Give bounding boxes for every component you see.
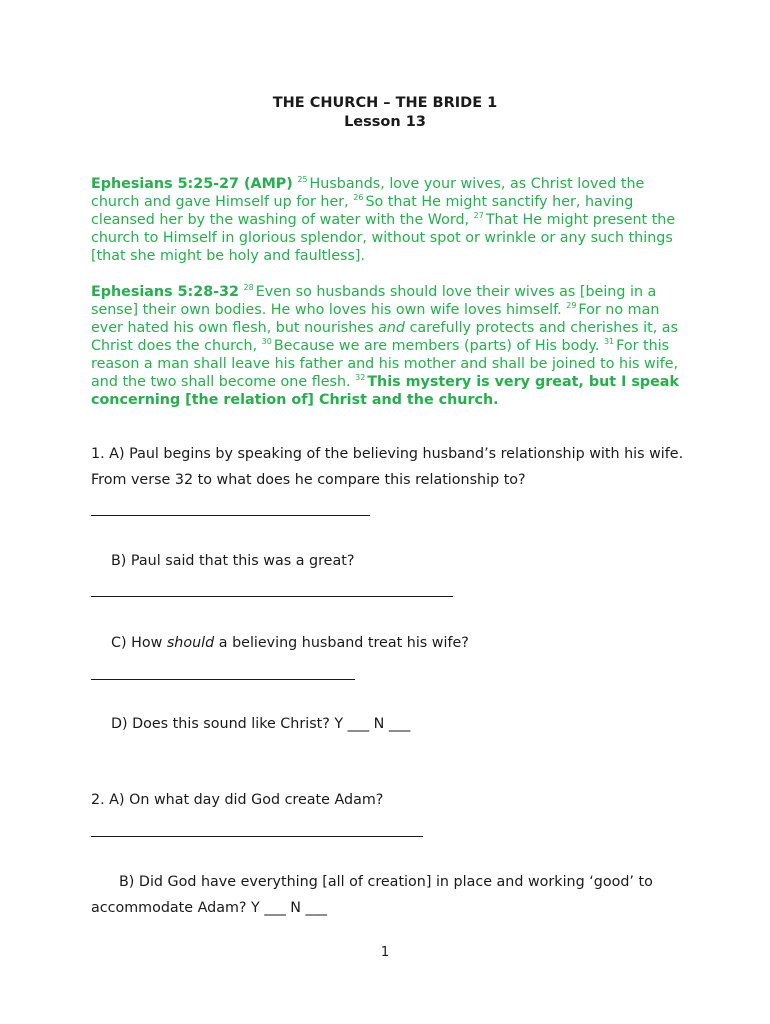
question-2b: B) Did God have everything [all of creation] in place and working ‘good’ to accommodate Adam? Y ___ N ___ (91, 874, 653, 916)
verse-text: So that He might sanctify her, having cleansed her by the washing of water with the Word, (91, 194, 634, 228)
question-text: a believing husband treat his wife? (218, 635, 469, 651)
verse-text: Because we are members (parts) of His body. (273, 338, 600, 354)
page-number: 1 (380, 945, 390, 960)
verse-text: For this reason a man shall leave his father and his mother and shall be joined to his wife, and the two shall become one flesh. (91, 338, 679, 390)
question-text: C) How (111, 635, 163, 651)
verse-number: 31 (603, 337, 615, 346)
verse-number: 25 (297, 175, 308, 184)
scripture-passage-2 (91, 283, 681, 409)
scripture-passage-1 (91, 175, 681, 265)
verse-number: 28 (243, 283, 254, 292)
verse-text: carefully protects and cherishes it, as Christ does the church, (91, 320, 679, 354)
question-1b: B) Paul said that this was a great? (111, 553, 355, 569)
verse-text: Even so husbands should love their wives as [being in a sense] their own bodies. He who loves his own wife loves himself. (91, 284, 657, 318)
lesson-number: Lesson 13 (344, 114, 426, 130)
verse-number: 29 (566, 301, 577, 310)
scripture-reference-2: Ephesians 5:28-32 (91, 284, 239, 300)
question-1a: 1. A) Paul begins by speaking of the believing husband’s relationship with his wife. From verse 32 to what does he compare this relationship to? (91, 446, 684, 488)
verse-text-bold: This mystery is very great, but I speak concerning [the relation of] Christ and the church. (91, 374, 679, 408)
verse-number: 26 (353, 193, 364, 202)
document-title: THE CHURCH – THE BRIDE 1 (272, 95, 498, 111)
question-1c (111, 630, 469, 656)
verse-number: 27 (473, 211, 484, 220)
answer-line-1a[interactable] (91, 515, 370, 516)
verse-text: For no man ever hated his own flesh, but nourishes (91, 302, 660, 336)
verse-emphasis: and (378, 320, 406, 336)
question-2a: 2. A) On what day did God create Adam? (91, 792, 384, 808)
verse-number: 32 (355, 373, 366, 382)
question-1d: D) Does this sound like Christ? Y ___ N ___ (111, 716, 411, 732)
verse-text: That He might present the church to Himself in glorious splendor, without spot or wrinkle or any such things [that she might be holy and faultless]. (91, 212, 676, 264)
answer-line-1b[interactable] (91, 596, 453, 597)
scripture-reference-1: Ephesians 5:25-27 (AMP) (91, 176, 293, 192)
question-emphasis: should (166, 635, 215, 651)
verse-number: 30 (261, 337, 272, 346)
verse-text: Husbands, love your wives, as Christ loved the church and gave Himself up for her, (91, 176, 645, 210)
answer-line-1c[interactable] (91, 679, 355, 680)
answer-line-2a[interactable] (91, 836, 423, 837)
